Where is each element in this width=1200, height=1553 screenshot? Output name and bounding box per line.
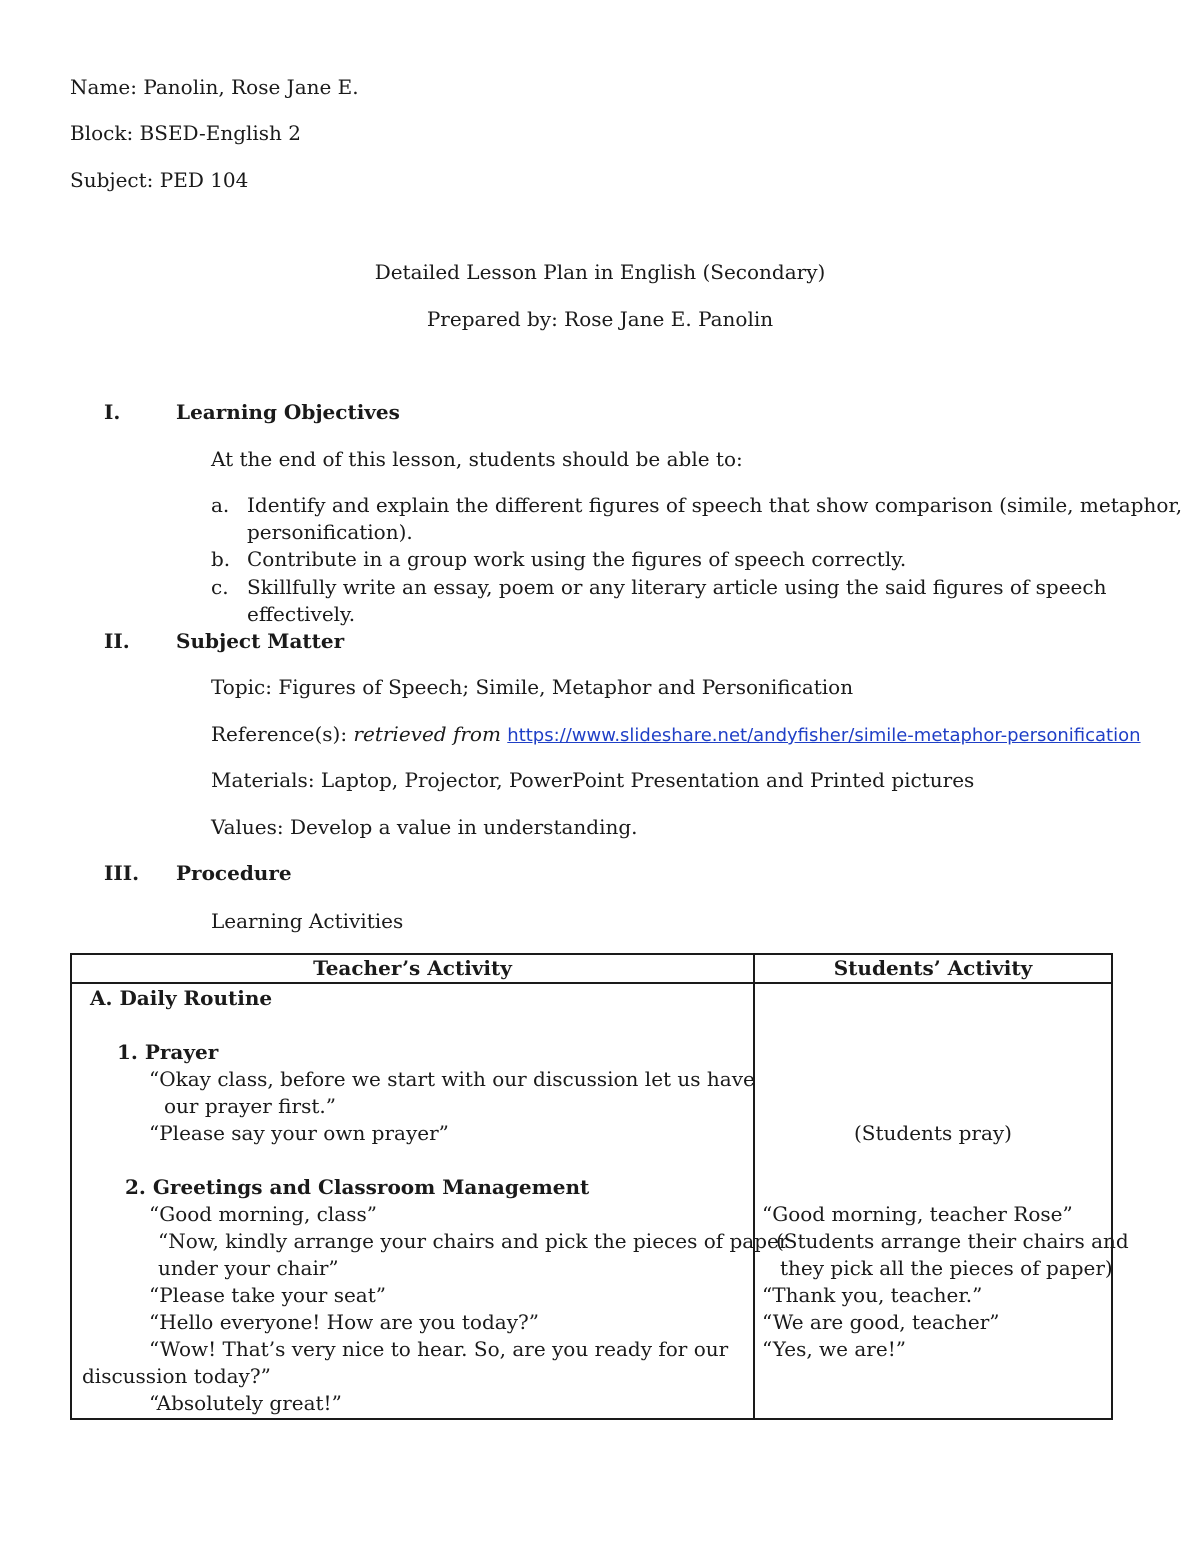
teacher-line: “Hello everyone! How are you today?”	[149, 1310, 539, 1334]
teacher-line: “Absolutely great!”	[149, 1391, 342, 1415]
objective-a-line1: Identify and explain the different figures of speech that show comparison (simile, metaphor,	[247, 493, 1183, 517]
materials-line: Materials: Laptop, Projector, PowerPoint Presentation and Printed pictures	[211, 768, 975, 792]
teacher-line: “Good morning, class”	[149, 1202, 377, 1226]
objective-a-letter: a.	[211, 493, 230, 517]
teacher-activity-header: Teacher’s Activity	[313, 956, 512, 980]
student-line: they pick all the pieces of paper)	[780, 1256, 1113, 1280]
section-2-heading: Subject Matter	[176, 629, 345, 653]
daily-routine-heading: A. Daily Routine	[90, 986, 273, 1010]
greetings-heading: 2. Greetings and Classroom Management	[125, 1175, 590, 1199]
teacher-line: our prayer first.”	[164, 1094, 336, 1118]
table-header-divider	[72, 982, 1111, 984]
teacher-line: under your chair”	[158, 1256, 339, 1280]
student-block: Block: BSED-English 2	[70, 121, 302, 145]
teacher-line: “Wow! That’s very nice to hear. So, are you ready for our	[149, 1337, 729, 1361]
reference-italic: retrieved from	[353, 722, 501, 746]
objectives-intro: At the end of this lesson, students should be able to:	[211, 447, 743, 471]
prepared-by: Prepared by: Rose Jane E. Panolin	[426, 307, 774, 331]
table-column-divider	[753, 955, 755, 1418]
section-1-heading: Learning Objectives	[176, 400, 400, 424]
student-line: “Good morning, teacher Rose”	[762, 1202, 1073, 1226]
section-2-numeral: II.	[104, 629, 130, 653]
teacher-line: “Please say your own prayer”	[149, 1121, 449, 1145]
activities-table	[70, 953, 1129, 1420]
section-1-numeral: I.	[104, 400, 121, 424]
page-title: Detailed Lesson Plan in English (Secondary)	[374, 260, 826, 284]
student-line: “We are good, teacher”	[762, 1310, 1000, 1334]
objective-c-line2: effectively.	[247, 602, 356, 626]
reference-label: Reference(s):	[211, 722, 354, 746]
objective-c-letter: c.	[211, 575, 229, 599]
reference-link[interactable]: https://www.slideshare.net/andyfisher/simile-metaphor-personification	[507, 725, 1141, 746]
student-line: “Yes, we are!”	[762, 1337, 906, 1361]
subject-code: Subject: PED 104	[70, 168, 249, 192]
objective-a-line2: personification).	[247, 520, 413, 544]
topic-line: Topic: Figures of Speech; Simile, Metaphor and Personification	[211, 675, 854, 699]
objective-b-letter: b.	[211, 547, 231, 571]
objective-b-line1: Contribute in a group work using the figures of speech correctly.	[247, 547, 907, 571]
student-name: Name: Panolin, Rose Jane E.	[70, 75, 359, 99]
student-line: “Thank you, teacher.”	[762, 1283, 983, 1307]
students-activity-header: Students’ Activity	[833, 956, 1033, 980]
reference-line	[211, 721, 1141, 749]
teacher-line: “Now, kindly arrange your chairs and pick the pieces of paper	[158, 1229, 789, 1253]
teacher-line: “Okay class, before we start with our discussion let us have	[149, 1067, 755, 1091]
students-pray: (Students pray)	[854, 1121, 1012, 1145]
student-line: (Students arrange their chairs and	[776, 1229, 1129, 1253]
section-3-heading: Procedure	[176, 861, 292, 885]
values-line: Values: Develop a value in understanding.	[211, 815, 638, 839]
learning-activities-label: Learning Activities	[211, 909, 404, 933]
objective-c-line1: Skillfully write an essay, poem or any literary article using the said figures of speech	[247, 575, 1107, 599]
teacher-line: “Please take your seat”	[149, 1283, 386, 1307]
teacher-line: discussion today?”	[82, 1364, 271, 1388]
prayer-heading: 1. Prayer	[117, 1040, 219, 1064]
section-3-numeral: III.	[104, 861, 140, 885]
